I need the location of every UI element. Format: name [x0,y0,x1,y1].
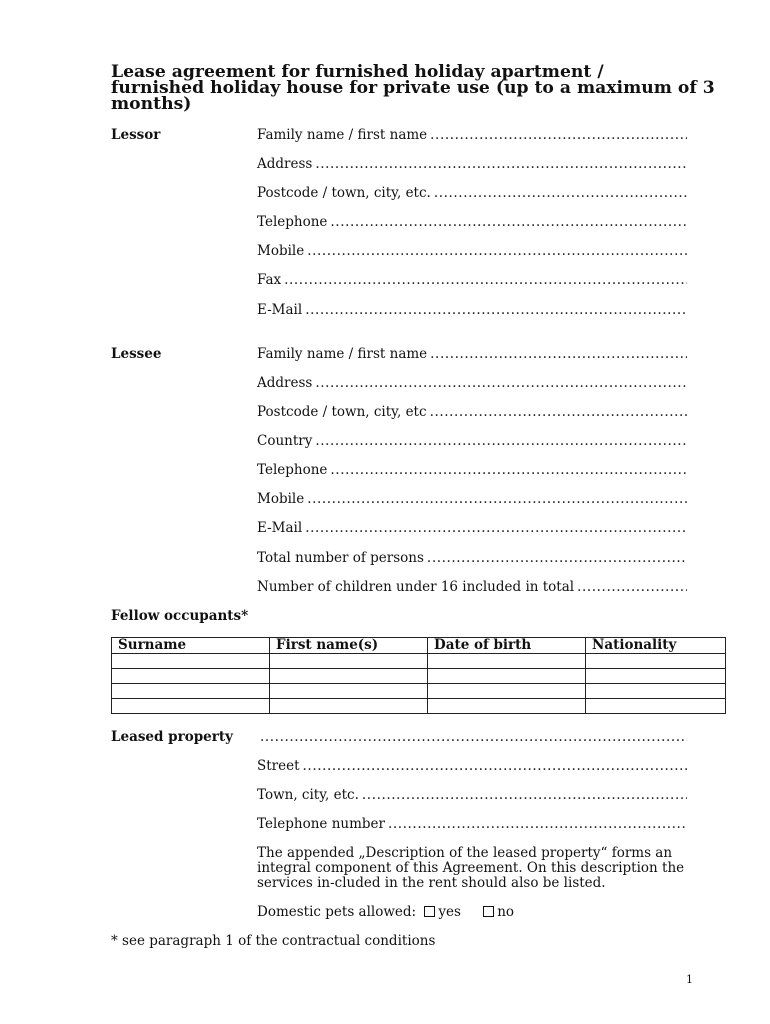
lessee-label: Lessee [111,346,162,362]
table-cell[interactable] [112,654,270,669]
field-label: Address [257,156,313,172]
pets-no-option[interactable] [479,904,514,920]
lessor-postcode-field[interactable] [257,185,687,203]
field-label: Family name / first name [257,346,428,362]
column-header-date-of-birth: Date of birth [428,638,586,654]
description-paragraph: The appended „Description of the leased property“ forms an integral component of this Agreement. On this description the services in-cluded in the rent should also be listed. [257,845,685,891]
field-label: Street [257,758,300,774]
field-label: Country [257,433,313,449]
fellow-occupants-table [111,637,726,714]
lessor-fax-field[interactable] [257,272,687,290]
fill-in-line[interactable] [315,156,687,172]
page-number: 1 [686,973,693,986]
domestic-pets-label: Domestic pets allowed: [257,904,417,920]
field-label: E-Mail [257,302,303,318]
table-cell[interactable] [428,669,586,684]
table-cell[interactable] [586,654,726,669]
leased-property-street-field[interactable] [257,758,687,776]
lessee-name-field[interactable] [257,346,687,364]
field-label: Mobile [257,491,305,507]
title-line-3: months) [111,94,192,114]
fill-in-line[interactable] [330,462,687,478]
lessee-telephone-field[interactable] [257,462,687,480]
fill-in-line[interactable] [303,758,687,774]
lessor-address-field[interactable] [257,156,687,174]
leased-property-label: Leased property [111,729,233,745]
field-label: Postcode / town, city, etc. [257,185,431,201]
domestic-pets-row [257,904,514,920]
fill-in-line[interactable] [577,579,687,595]
lessee-total-persons-field[interactable] [257,550,687,568]
field-label: Postcode / town, city, etc [257,404,427,420]
table-cell[interactable] [112,699,270,714]
fill-in-line[interactable] [330,214,687,230]
fill-in-line[interactable] [260,729,687,745]
fill-in-line[interactable] [284,272,687,288]
fill-in-line[interactable] [315,375,687,391]
column-header-nationality: Nationality [586,638,726,654]
fill-in-line[interactable] [362,787,687,803]
field-label: Family name / first name [257,127,428,143]
table-cell[interactable] [270,699,428,714]
fill-in-line[interactable] [434,185,687,201]
fill-in-line[interactable] [430,404,687,420]
fill-in-line[interactable] [430,127,687,143]
column-header-first-names: First name(s) [270,638,428,654]
table-row [112,699,726,714]
table-cell[interactable] [428,684,586,699]
pets-yes-label: yes [438,904,461,920]
lessee-children-field[interactable] [257,579,687,597]
leased-property-town-field[interactable] [257,787,687,805]
table-row [112,654,726,669]
lessor-telephone-field[interactable] [257,214,687,232]
table-cell[interactable] [112,669,270,684]
fill-in-line[interactable] [307,491,687,507]
fill-in-line[interactable] [427,550,687,566]
document-title [111,62,715,114]
leased-property-telephone-field[interactable] [257,816,687,834]
field-label: Telephone [257,214,328,230]
lessor-email-field[interactable] [257,302,687,320]
field-label: Mobile [257,243,305,259]
field-label: Number of children under 16 included in total [257,579,575,595]
title-line-2: furnished holiday house for private use (up to a maximum of 3 [111,78,715,98]
field-label: Address [257,375,313,391]
table-row [112,684,726,699]
lessor-mobile-field[interactable] [257,243,687,261]
lessor-label: Lessor [111,127,161,143]
table-cell[interactable] [270,654,428,669]
lessee-postcode-field[interactable] [257,404,687,422]
lessee-mobile-field[interactable] [257,491,687,509]
lessee-country-field[interactable] [257,433,687,451]
pets-yes-option[interactable] [420,904,461,920]
fill-in-line[interactable] [305,520,687,536]
column-header-surname: Surname [112,638,270,654]
fill-in-line[interactable] [388,816,687,832]
field-label: Fax [257,272,282,288]
lessor-name-field[interactable] [257,127,687,145]
footnote: * see paragraph 1 of the contractual conditions [111,933,436,949]
fill-in-line[interactable] [430,346,687,362]
fill-in-line[interactable] [315,433,687,449]
field-label: Telephone [257,462,328,478]
title-line-1: Lease agreement for furnished holiday apartment / [111,62,604,82]
lessee-email-field[interactable] [257,520,687,538]
leased-property-address-field[interactable] [257,729,687,747]
fill-in-line[interactable] [305,302,687,318]
table-cell[interactable] [586,699,726,714]
checkbox-icon[interactable] [424,906,435,917]
table-cell[interactable] [112,684,270,699]
fill-in-line[interactable] [307,243,687,259]
table-row [112,669,726,684]
field-label: Telephone number [257,816,385,832]
table-cell[interactable] [428,699,586,714]
table-cell[interactable] [270,684,428,699]
table-cell[interactable] [428,654,586,669]
table-cell[interactable] [270,669,428,684]
table-header-row [112,638,726,654]
table-cell[interactable] [586,684,726,699]
fellow-occupants-label: Fellow occupants* [111,608,249,624]
field-label: Total number of persons [257,550,424,566]
field-label: E-Mail [257,520,303,536]
pets-no-label: no [497,904,515,920]
field-label: Town, city, etc. [257,787,359,803]
checkbox-icon[interactable] [483,906,494,917]
lessee-address-field[interactable] [257,375,687,393]
table-cell[interactable] [586,669,726,684]
